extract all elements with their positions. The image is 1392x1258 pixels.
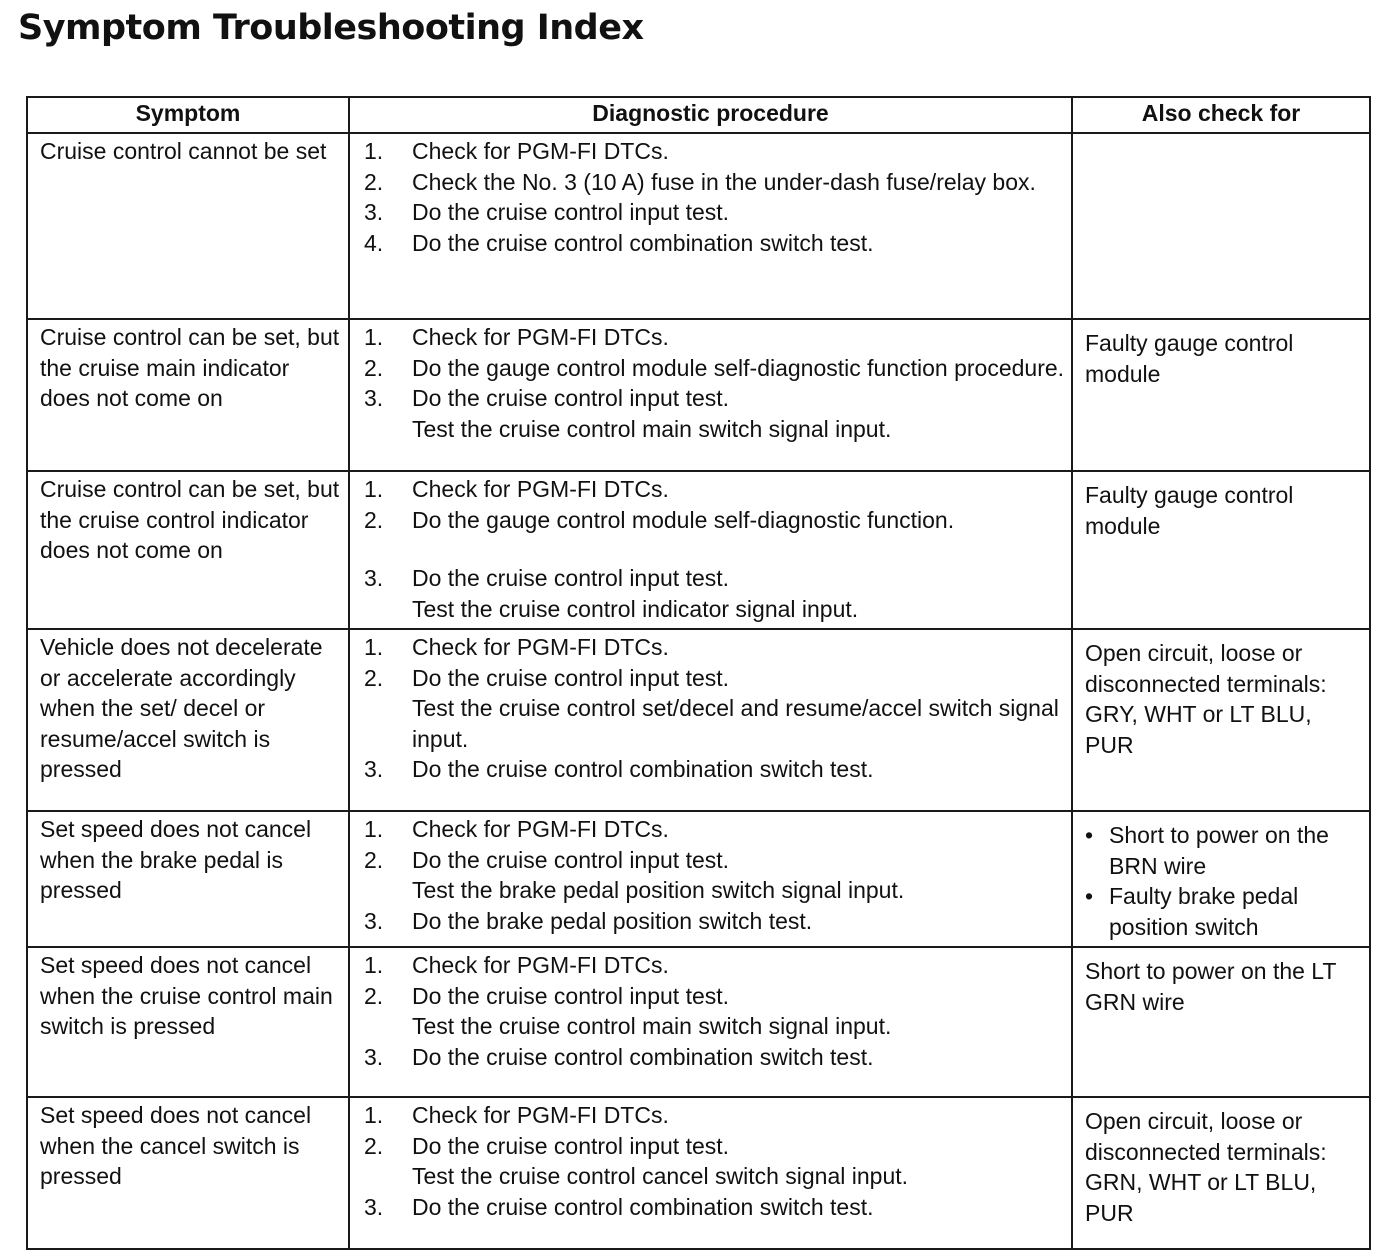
procedure-cell bbox=[349, 319, 1072, 471]
procedure-step: 1. Check for PGM-FI DTCs. bbox=[364, 634, 669, 660]
table-row bbox=[27, 1097, 1370, 1249]
procedure-step: 2. Do the gauge control module self-diagnostic function procedure. bbox=[364, 354, 1065, 381]
page-title: Symptom Troubleshooting Index bbox=[18, 8, 644, 48]
procedure-cell bbox=[349, 1097, 1072, 1249]
also-check-cell: Faulty gauge control module bbox=[1072, 471, 1370, 629]
symptom-cell: Cruise control cannot be set bbox=[27, 133, 349, 319]
procedure-step: 3. Do the brake pedal position switch test. bbox=[364, 907, 813, 934]
procedure-step: 3. Do the cruise control combination switch test. bbox=[364, 1043, 874, 1070]
procedure-step: 2. Check the No. 3 (10 A) fuse in the under-dash fuse/relay box. bbox=[364, 168, 1036, 195]
procedure-step: 1. Check for PGM-FI DTCs. bbox=[364, 1102, 669, 1128]
procedure-step: 2. Do the cruise control input test. Test the cruise control cancel switch signal input. bbox=[364, 1132, 909, 1189]
procedure-step: 4. Do the cruise control combination switch test. bbox=[364, 229, 874, 256]
bullet-icon: • bbox=[1085, 883, 1094, 909]
procedure-step: 2. Do the cruise control input test. Test the cruise control set/decel and resume/accel switch signal input. bbox=[364, 664, 1059, 752]
symptom-cell: Vehicle does not decelerate or accelerate accordingly when the set/ decel or resume/accel switch is pressed bbox=[27, 629, 349, 811]
procedure-step: 3. Do the cruise control input test. Test the cruise control main switch signal input. bbox=[364, 385, 892, 442]
table-row bbox=[27, 947, 1370, 1097]
also-check-cell: Faulty gauge control module bbox=[1072, 319, 1370, 471]
bullet-icon: • bbox=[1085, 822, 1094, 848]
header-symptom: Symptom bbox=[27, 97, 349, 133]
also-check-cell: Short to power on the LT GRN wire bbox=[1072, 947, 1370, 1097]
procedure-cell bbox=[349, 629, 1072, 811]
procedure-cell bbox=[349, 811, 1072, 947]
list-item: • Short to power on the BRN wire bbox=[1085, 820, 1361, 881]
procedure-step: 2. Do the gauge control module self-diagnostic function. bbox=[364, 506, 955, 533]
also-check-cell: Open circuit, loose or disconnected terminals: GRN, WHT or LT BLU, PUR bbox=[1072, 1097, 1370, 1249]
procedure-step: 1. Check for PGM-FI DTCs. bbox=[364, 138, 669, 164]
procedure-step: 3. Do the cruise control input test. bbox=[364, 199, 730, 225]
procedure-cell bbox=[349, 471, 1072, 629]
header-procedure: Diagnostic procedure bbox=[349, 97, 1072, 133]
procedure-cell bbox=[349, 133, 1072, 319]
table-row bbox=[27, 133, 1370, 319]
symptom-table bbox=[26, 96, 1371, 1250]
procedure-step: 1. Check for PGM-FI DTCs. bbox=[364, 324, 669, 350]
list-item: • Faulty brake pedal position switch bbox=[1085, 881, 1361, 942]
table-row bbox=[27, 629, 1370, 811]
procedure-step: 2. Do the cruise control input test. Test the brake pedal position switch signal input. bbox=[364, 846, 905, 903]
also-check-cell bbox=[1072, 133, 1370, 319]
symptom-cell: Set speed does not cancel when the cruise control main switch is pressed bbox=[27, 947, 349, 1097]
table-row bbox=[27, 471, 1370, 629]
symptom-cell: Set speed does not cancel when the brake pedal is pressed bbox=[27, 811, 349, 947]
procedure-step: 2. Do the cruise control input test. Test the cruise control main switch signal input. bbox=[364, 982, 892, 1039]
procedure-step: 3. Do the cruise control combination switch test. bbox=[364, 1193, 874, 1220]
table-row bbox=[27, 811, 1370, 947]
table-row bbox=[27, 319, 1370, 471]
also-check-list bbox=[1085, 820, 1361, 942]
symptom-cell: Set speed does not cancel when the cancel switch is pressed bbox=[27, 1097, 349, 1249]
also-check-cell: Open circuit, loose or disconnected terminals: GRY, WHT or LT BLU, PUR bbox=[1072, 629, 1370, 811]
procedure-step: 3. Do the cruise control combination switch test. bbox=[364, 756, 874, 782]
symptom-cell: Cruise control can be set, but the cruise main indicator does not come on bbox=[27, 319, 349, 471]
procedure-step: 1. Check for PGM-FI DTCs. bbox=[364, 816, 669, 842]
header-row bbox=[27, 97, 1370, 133]
procedure-cell bbox=[349, 947, 1072, 1097]
procedure-step: 1. Check for PGM-FI DTCs. bbox=[364, 476, 669, 502]
also-check-cell bbox=[1072, 811, 1370, 947]
header-also-check: Also check for bbox=[1072, 97, 1370, 133]
procedure-step: 1. Check for PGM-FI DTCs. bbox=[364, 952, 669, 978]
procedure-step: 3. Do the cruise control input test. Test the cruise control indicator signal input. bbox=[364, 565, 859, 622]
symptom-cell: Cruise control can be set, but the cruise control indicator does not come on bbox=[27, 471, 349, 629]
